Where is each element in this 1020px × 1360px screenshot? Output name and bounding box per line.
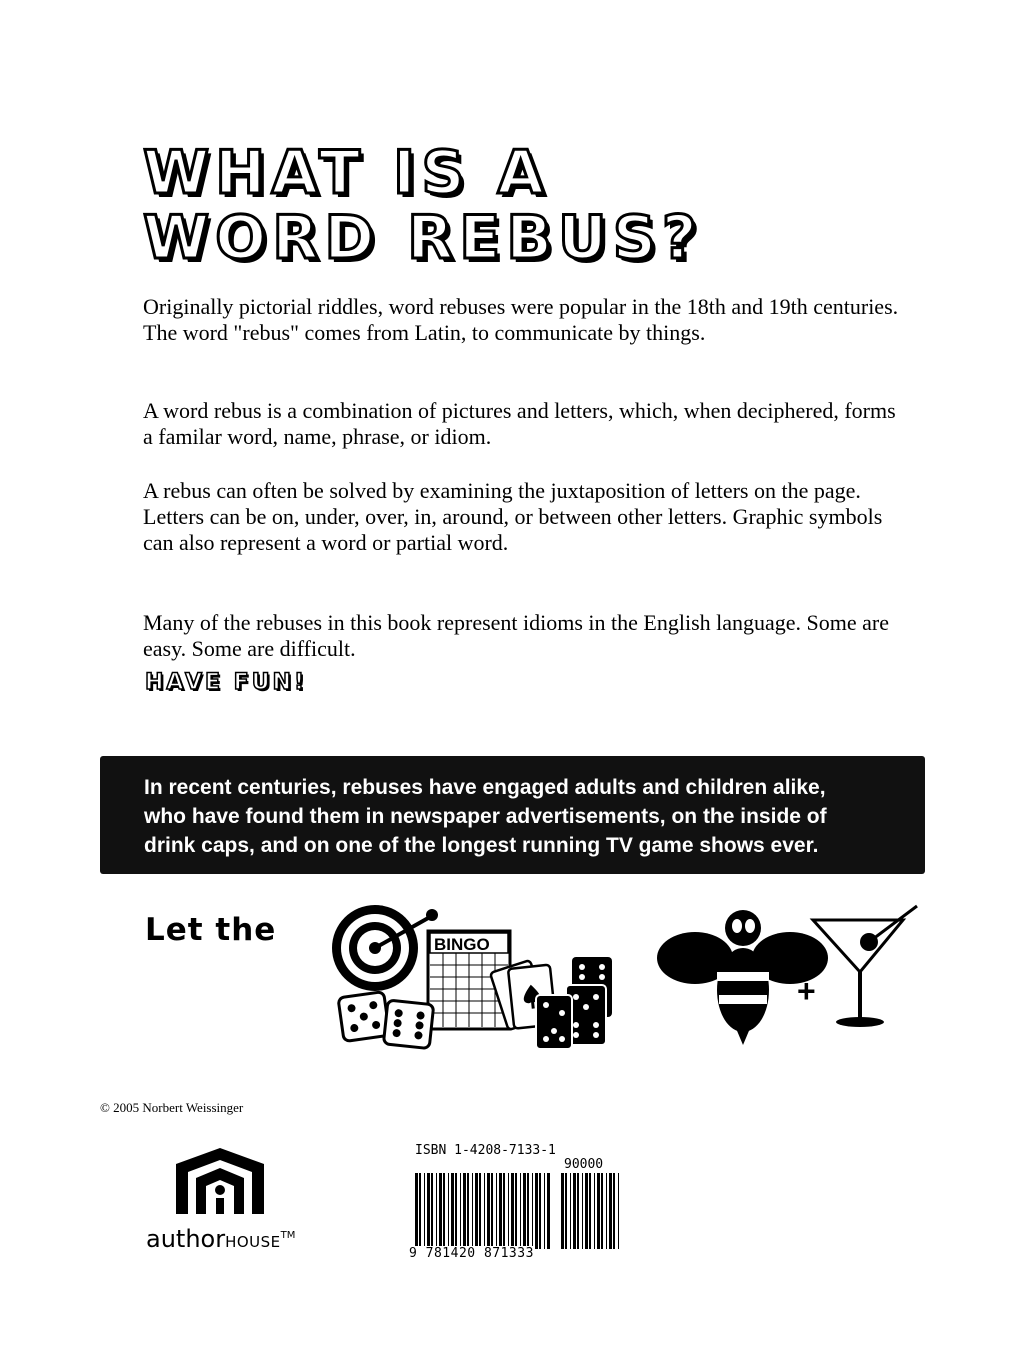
barcode-bar (523, 1173, 526, 1249)
bingo-label: BINGO (434, 935, 490, 954)
plus-sign: + (797, 973, 816, 1009)
dartboard-icon (332, 905, 438, 991)
barcode-bar (455, 1173, 457, 1249)
barcode-bar (527, 1173, 529, 1249)
barcode-bar (601, 1173, 603, 1249)
barcode-bar (503, 1173, 505, 1249)
barcode-bar (427, 1173, 430, 1249)
barcode-bar (609, 1173, 612, 1249)
barcode-bar (561, 1173, 564, 1249)
barcode-bar (496, 1173, 497, 1249)
barcode-bar (539, 1173, 541, 1249)
barcode-bar (448, 1173, 449, 1249)
barcode-bar (606, 1173, 607, 1249)
intro-paragraph-1: Originally pictorial riddles, word rebuses were popular in the 18th and 19th centuries. The word "rebus" comes from Latin, to communicate by things. (143, 294, 899, 345)
barcode-bar (439, 1173, 442, 1249)
barcode-bar (532, 1173, 533, 1249)
page-title-line-2: WORD REBUS? (143, 203, 703, 273)
barcode-bar (594, 1173, 595, 1249)
barcode-bar (618, 1173, 619, 1249)
have-fun-heading: HAVE FUN! (145, 670, 307, 695)
barcode-bar (597, 1173, 600, 1249)
barcode-bars (407, 1173, 627, 1253)
isbn-label: ISBN 1-4208-7133-1 (415, 1143, 556, 1158)
publisher-name (146, 1225, 295, 1253)
bee-martini-illustration (655, 900, 925, 1050)
barcode-bar (475, 1173, 478, 1249)
barcode-bar (484, 1173, 485, 1249)
ean-digits: 9 781420 871333 (409, 1246, 534, 1261)
barcode-bar (520, 1173, 521, 1249)
authorhouse-logo-icon (172, 1146, 268, 1216)
info-banner-text: In recent centuries, rebuses have engaged adults and children alike, who have found them in newspaper advertisements, on the inside of drink caps, and on one of the longest running TV game shows ever. (144, 776, 827, 857)
barcode-bar (508, 1173, 509, 1249)
barcode-bar (460, 1173, 461, 1249)
barcode-bar (463, 1173, 466, 1249)
publisher-trademark: TM (280, 1230, 296, 1241)
barcode-bar (436, 1173, 437, 1249)
info-banner (100, 756, 925, 874)
dice-icon (338, 992, 434, 1049)
barcode-bar (443, 1173, 445, 1249)
barcode-bar (565, 1173, 567, 1249)
isbn-barcode (407, 1143, 627, 1263)
martini-glass-icon (813, 906, 917, 1027)
publisher-name-part-1: author (146, 1225, 226, 1253)
barcode-bar (573, 1173, 576, 1249)
barcode-bar (515, 1173, 517, 1249)
intro-paragraph-3: A rebus can often be solved by examining the juxtaposition of letters on the page. Letters can be on, under, over, in, around, or between other letters. Graphic symbols can also represent a word or partial word. (143, 478, 883, 555)
intro-paragraph-2: A word rebus is a combination of pictures and letters, which, when deciphered, forms a familar word, name, phrase, or idiom. (143, 398, 896, 449)
barcode-bar (570, 1173, 571, 1249)
rebus-prefix: Let the (145, 912, 277, 948)
copyright-notice: © 2005 Norbert Weissinger (100, 1100, 244, 1115)
barcode-bar (451, 1173, 454, 1249)
barcode-bar (535, 1173, 538, 1249)
barcode-bar (491, 1173, 493, 1249)
barcode-bar (577, 1173, 579, 1249)
barcode-bar (582, 1173, 583, 1249)
barcode-bar (585, 1173, 588, 1249)
intro-paragraph-4: Many of the rebuses in this book represent idioms in the English language. Some are easy. Some are difficult. (143, 610, 890, 661)
barcode-bar (487, 1173, 490, 1249)
barcode-bar (467, 1173, 469, 1249)
barcode-bar (547, 1173, 550, 1249)
price-code: 90000 (564, 1157, 604, 1172)
barcode-bar (479, 1173, 481, 1249)
publisher-name-part-2: HOUSE (225, 1233, 281, 1251)
barcode-bar (511, 1173, 514, 1249)
barcode-bar (431, 1173, 433, 1249)
barcode-bar (424, 1173, 425, 1249)
barcode-bar (472, 1173, 473, 1249)
games-illustration (330, 903, 630, 1058)
barcode-bar (419, 1173, 421, 1249)
barcode-bar (415, 1173, 418, 1249)
barcode-bar (499, 1173, 502, 1249)
barcode-bar (589, 1173, 591, 1249)
barcode-bar (613, 1173, 615, 1249)
page-title-line-1: WHAT IS A (143, 138, 550, 208)
barcode-bar (544, 1173, 545, 1249)
